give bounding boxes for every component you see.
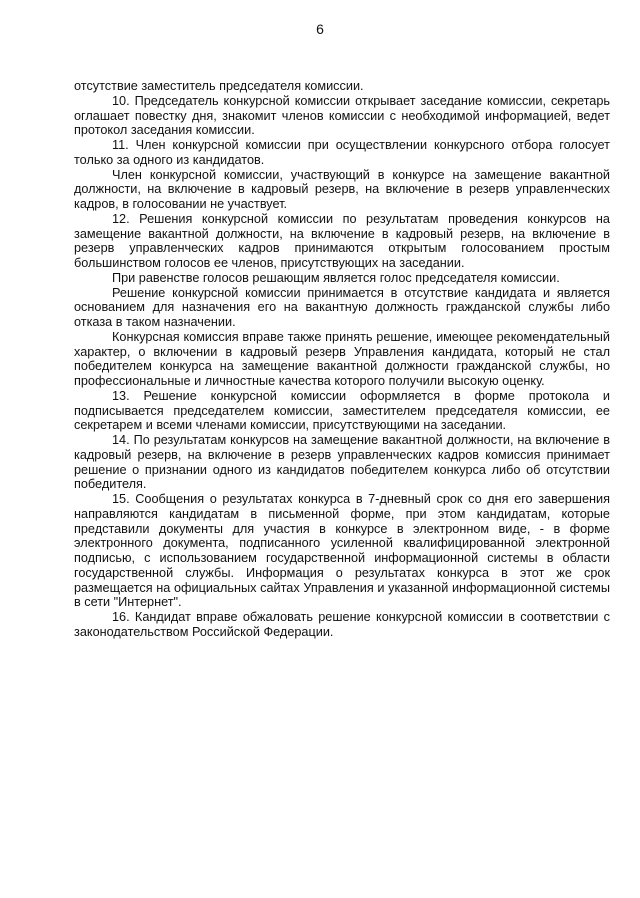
paragraph-item-12-tie-vote: При равенстве голосов решающим является голос председателя комиссии. xyxy=(112,270,560,285)
paragraph-item-12: 12. Решения конкурсной комиссии по результатам проведения конкурсов на замещение вакантной должности, на включение в кадровый резерв, на включение в резерв управленческих кадров принимаются открытым голосованием простым большинством голосов ее членов, присутствующих на заседании. xyxy=(74,211,610,270)
paragraph-item-13: 13. Решение конкурсной комиссии оформляется в форме протокола и подписывается председателем комиссии, заместителем председателя комиссии, ее секретарем и всеми членами комиссии, присутствующими на заседании. xyxy=(74,388,610,433)
paragraph-item-12-decision: Решение конкурсной комиссии принимается в отсутствие кандидата и является основанием для назначения его на вакантную должность гражданской службы либо отказа в таком назначении. xyxy=(74,285,610,329)
document-body xyxy=(74,79,610,640)
paragraph-item-16: 16. Кандидат вправе обжаловать решение конкурсной комиссии в соответствии с законодательством Российской Федерации. xyxy=(74,610,610,639)
paragraph-item-11: 11. Член конкурсной комиссии при осуществлении конкурсного отбора голосует только за одного из кандидатов. xyxy=(74,138,610,167)
paragraph-item-10: 10. Председатель конкурсной комиссии открывает заседание комиссии, секретарь оглашает повестку дня, знакомит членов комиссии с необходимой информацией, ведет протокол заседания комиссии. xyxy=(74,93,610,138)
paragraph-item-15: 15. Сообщения о результатах конкурса в 7-дневный срок со дня его завершения направляются кандидатам в письменной форме, при этом кандидатам, которые представили документы для участия в конкурсе в электронном виде, - в форме электронного документа, подписанного усиленной квалифицированной электронной подписью, с использованием государственной информационной системы в области государственной службы. Информация о результатах конкурса в этот же срок размещается на официальных сайтах Управления и указанной информационной системы в сети "Интернет". xyxy=(74,492,610,610)
paragraph-item-11-note: Член конкурсной комиссии, участвующий в конкурсе на замещение вакантной должности, на включение в кадровый резерв, на включение в резерв управленческих кадров, в голосовании не участвует. xyxy=(74,167,610,211)
paragraph-item-12-recommendation: Конкурсная комиссия вправе также принять решение, имеющее рекомендательный характер, о включении в кадровый резерв Управления кандидата, который не стал победителем конкурса на замещение вакантной должности гражданской службы, но профессиональные и личностные качества которого получили высокую оценку. xyxy=(74,329,610,388)
paragraph-continuation: отсутствие заместитель председателя комиссии. xyxy=(74,79,364,93)
page-number: 6 xyxy=(316,21,324,37)
paragraph-item-14: 14. По результатам конкурсов на замещение вакантной должности, на включение в кадровый резерв, на включение в резерв управленческих кадров комиссия принимает решение о признании одного из кандидатов победителем конкурса либо об отсутствии победителя. xyxy=(74,433,610,492)
